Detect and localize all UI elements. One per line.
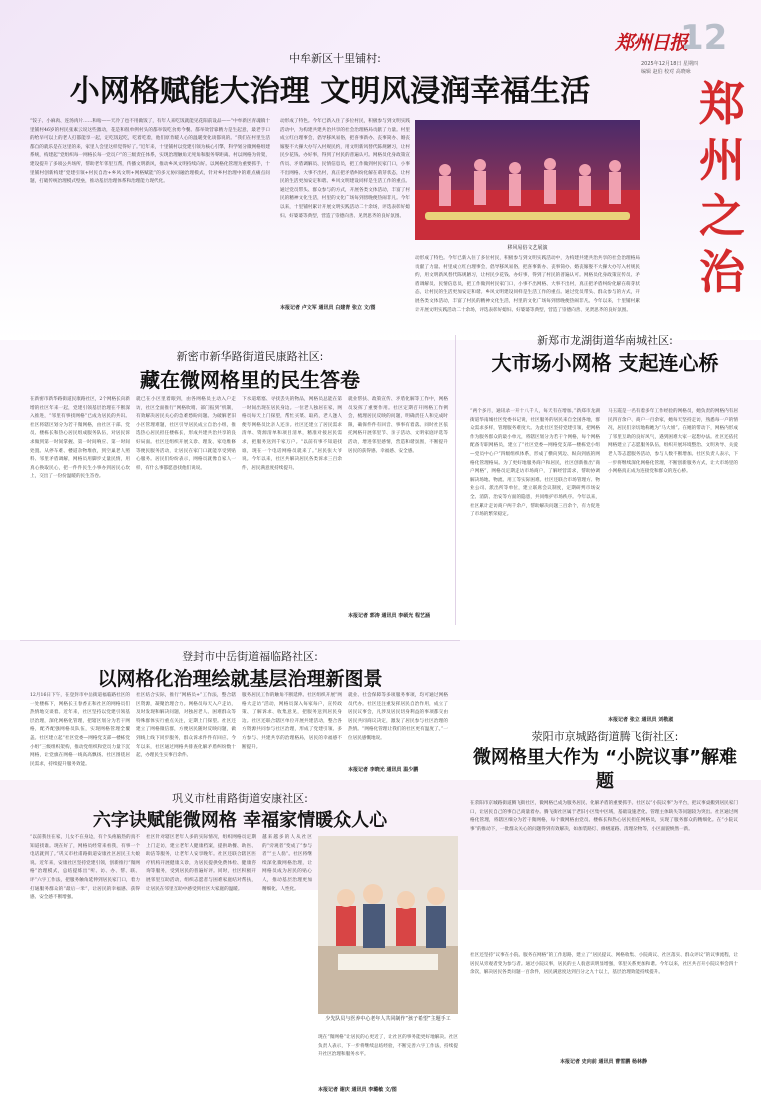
a6-body-col1: “以前我住在家，儿女不在身边，有个头疼脑热的真不知道找谁。现在好了，网格员经常来看我，有事一个电话就到了。”巩义市杜甫路街道安康社区居民王大娘说。近年来，安康社区坚持党建引领，创新推行“微网格”治理模式，总结提炼出“听、访、办、帮、联、评”六字工作法，把服务触角延伸到居民家门口，着力打通服务群众的“最后一米”，让居民的幸福感、获得感、安全感不断增强。 [30,835,140,901]
children-elderly-image [318,836,458,1014]
a5-body-col1: 在荥阳市京城路街道腾飞街社区，微网格已成为服务居民、化解矛盾的重要抓手。社区以“小院议事”为平台，把议事桌搬到居民家门口，让居民自己的事自己商量着办。腾飞街社区属于老旧小区集中区域，基础设施老化、管理主体缺失等问题较为突出。社区通过网格化管理，将辖区细分为若干微网格，每个微网格由党员、楼栋长和热心居民担任网格员，实现了服务群众的精细化。在“小院议事”的推动下，一批群众关心的问题得到有效解决，如加装路灯、修缮道路、清理杂物等，小区面貌焕然一新。 [470,801,738,832]
page-number: 12 [680,18,728,58]
editor-line: 编辑 赵伯 校对 高晓咏 [641,69,691,75]
a3-title: 大市场小网格 支起连心桥 [491,351,719,375]
dance-performance-image [415,120,640,240]
a6-photo-caption: 少先队员与医养中心老年人共同制作“孩子希望”主题手工 [325,1016,451,1022]
a6-byline: 本报记者 谢庆 通讯员 李璐敏 文/图 [318,1087,397,1093]
a1-body-col1: “饺子、小麻肉、连汤肉片……和啥——天冷了也不用做饭了，有年人来吃饭就能见花阳前设品——”中牟新区青魂镇十里铺村46岁的村民张素云说这些激动，花是和很单例村头的都举饭吃食勇今餐。都举效营靠精力是生起意，最老手口的给早可以上的老人打都能享一起，定吃饭起吃，吃着吃着，他们原肯暖人心的温暖变化谈都说的。“我们在村里生活都自的就乐是在这里的来，家里人会里这样觉得好了。”近年来，十里铺村以党建引领为核心引擎，科学划分微网格组建系统，构建起“党组织每一网格长每一党员户”的三级责任体系，实现治理触角无死角和服务零距离。村以网格为骨架，建设提升了多项公共场所，帮助老年邻里互帮，传播文明新风，推动乡风文明持续向好。以网格化管理为重要抓手，十里铺村创新构建“党建引领+村民自治+乡风文明+网格赋能”的多元协同融治理模式，针对乡村治理中的难点痛点问题，打破传统治理模式壁垒，推动基层治理体系和治理能力现代化。 [30,119,270,185]
a3-body-col2: 马玉霞是一名有着多年工作经验的网格员，她负责的网格内有居民四百余户、商户一百余家，她每天坚持走访，熟悉每一户的情况，居民们亲切地称她为“马大姐”。在她的带动下，网格内形成了邻里互助的良好风气，遇到困难大家一起想办法。社区还依托网格建立了志愿服务队伍，组织开展环境整治、文明劝导、关爱老人等志愿服务活动，参与人数不断增加。社区负责人表示，下一步将继续深化网格化管理，不断创新服务方式，让大市场里的小网格真正成为连接党和群众的连心桥。 [608,409,738,475]
newspaper-logo: 郑州日报 [615,32,688,54]
a2-body-col2: 就已在小区里着眼到，由各网格员主动入户走访，社区全面推行“网格吹哨、部门报到”机制，有效解决居民关心的急难愁盼问题。为破解老旧小区管理难题，社区引导居民成立自治小组，推选热心居民担任楼栋长，形成共建共治共享的良好局面。社区还组织开展义诊、理发、家电维修等便民服务活动，让居民在家门口就能享受到贴心服务。居民们纷纷表示，网格员就像自家人一样，有什么事都愿意找他们说说。 [136,397,236,471]
section-rule [20,640,460,641]
a3-body-col1: “两个多月，通讯录一开十八千人，每天有在增加。”新郑市龙湖街道华南城社区党委书记说，社区服务的居民来自全国各地，群众需求多样，管理服务难度大。为此社区坚持党建引领，把网格作为服务群众的最小单元，将辖区划分为若干个网格，每个网格配备专职网格员，建立了“社区党委—网格党支部—楼栋党小组—党员中心户”四级组织体系，形成了横向到边、纵向到底的网格化管理格局。为了更好地服务商户和居民，社区创新推出“商户网格”，网格员定期走访市场商户，了解经营需求，帮助协调解决场地、物流、用工等实际困难。社区还联合市场管理方、物业公司、派出所等单位，建立联席会议制度，定期研判市场安全、消防、治安等方面的隐患，共同维护市场秩序。今年以来，社区累计走访商户两千余户，帮助解决问题三百余个，有力促进了市场的繁荣稳定。 [470,409,600,518]
a6-body-col4: 现在“微网格”让居民的心更近了，让社区的事务能更好地解决。社区负责人表示，下一步将继续总结经验，不断完善六字工作法，持续提升社区治理和服务水平。 [318,1035,458,1058]
a6-body-col2: 社区针对辖区老年人多的实际情况，组织网格员定期上门走访，建立老年人健康档案，提供助餐、助医、助洁等服务，让老年人安享晚年。社区还联合辖区医疗机构开展健康义诊，为居民提供免费体检、健康咨询等服务，受到居民的普遍好评。同时，社区积极开展邻里互助活动，组织志愿者与困难家庭结对帮扶，让居民在邻里互助中感受到社区大家庭的温暖。 [146,835,256,892]
a4-title: 以网格化治理绘就基层治理新图景 [97,668,383,690]
a1-title: 小网格赋能大治理 文明风浸润幸福生活 [69,74,591,109]
a5-title: 微网格里大作为 “小院议事”解难题 [473,747,737,792]
a1-photo [415,120,640,240]
a6-kicker: 巩义市杜甫路街道安康社区: [172,792,308,805]
a2-title: 藏在微网格里的民生答卷 [140,368,360,392]
a2-byline: 本报记者 郭涛 通讯员 李硕光 程艺涵 [348,613,430,619]
a6-photo [318,836,458,1014]
a4-body-col2: 社区结合实际，推行“网格员+”工作法，整合辖区资源，凝聚治理合力。网格员每天入户走访，及时发现和解决问题，对独居老人、困难群众等特殊群体实行重点关注，定期上门探望。社区还建立了网格微信群，方便居民随时反映问题，做到线上线下同步服务，群众诉求件件有回应。今年以来，社区通过网格共排查化解矛盾纠纷数十起，办理民生实事百余件。 [136,693,236,759]
a2-body-col4: 就业帮扶、政策宣传、矛盾化解等工作中，网格员发挥了重要作用。社区定期召开网格工作例会，梳理居民反映的问题，明确责任人和完成时限，确保件件有回音、事事有着落。同时社区依托网格开展邻里节、亲子活动、文明家庭评选等活动，增进邻里感情，营造和谐氛围，不断提升居民的获得感、幸福感、安全感。 [348,397,448,454]
a6-title: 六字诀赋能微网格 幸福家情暖众人心 [92,810,388,831]
date-line: 2025年12月18日 星期四 [641,61,699,67]
a3-byline: 本报记者 张立 通讯员 刘敬淑 [608,717,674,723]
a5-body-col2: 社区还坚持“议事在小院、服务在网格”的工作思路，建立了“居民提议、网格收集、小院商议、社区落实、群众评议”的议事流程，让居民从旁观者变为参与者。通过小院议事，居民的主人翁意识明显增强，邻里关系更加和谐。今年以来，社区共召开小院议事会四十余次，解决居民各类问题一百余件，居民满意度达到百分之九十以上，基层治理效能持续提升。 [470,953,738,976]
a2-kicker: 新密市新华路街道民康路社区: [176,350,324,363]
a4-kicker: 登封市中岳街道福临路社区: [182,650,318,663]
a1-body-col2: 动形成了特色。今年已新入住了多位村民，积极参与到文明实践活动中，为构建共建共治共享的社会治理格局贡献了力量。村里成立红白理事会，倡导移风易俗，把喜事新办、丧事简办、婚丧嫁娶不大操大办写入村规民约，用文明新风替代陈规陋习，让村民少花钱、办好事，得到了村民的普遍认可。网格员化身政策宣传员、矛盾调解员、民情信息员，把工作做到村民家门口，小事不出网格、大事不出村，真正把矛盾纠纷化解在萌芽状态，让村民的生活更加安定和谐。乡风文明建设同样是生活工作的重点。通过党员带头、群众参与的方式，开展各类文体活动，丰富了村民的精神文化生活，村里的文化广场每到傍晚便热闹非凡。今年以来，十里铺村累计开展文明实践活动二十余场，评选表彰好媳妇、好婆婆等典型，营造了崇德向善、见贤思齐的良好氛围。 [280,119,410,219]
a5-kicker: 荥阳市京城路街道腾飞街社区: [531,730,679,743]
a6-body-col3: 越来越多的人从社区的“旁观者”变成了“参与者”“主人翁”。社区将继续深化微网格治理，让网格员成为居民的贴心人，推动基层治理更加精细化、人性化。 [262,835,312,892]
a2-body-col1: 在新密市新华路街道民康路社区，2个网格长向新增的社区年来一起，党建引领基层治理在不断深入推进，“邻里有事找网格”已成为居民的共识。社区将辖区划分为若干微网格，由社区干部、党员、楼栋长和热心居民组成服务队伍，对居民诉求做到第一时间掌握、第一时间响应、第一时间处置。从停车难、楼道杂物堆放，到空巢老人照料、邻里矛盾调解，网格员用脚步丈量民情，用真心换取民心，把一件件民生小事办到居民心坎上，交出了一份份温暖的民生答卷。 [30,397,130,480]
a1-byline: 本报记者 卢文军 通讯员 白建青 张立 文/图 [280,305,376,311]
a2-body-col3: 下水道堵塞、寻找丢失的物品，网格员总能在第一时间出现在居民身边。一位老人独居在家，网格员每天上门探望，帮忙买菜、取药，老人逢人便夸网格员比亲人还亲。社区还建立了居民需求清单、资源清单和项目清单，精准对接居民需求，把服务送到千家万户。“以前有事不知道找谁，现在一个电话网格员就来了。”居民张大爷说。今年以来，社区共解决居民各类诉求三百余件，居民满意度持续提升。 [242,397,342,471]
column-divider [455,335,456,625]
a4-byline: 本报记者 李晓光 通讯员 温少鹏 [348,767,419,773]
section-title: 郑州之治 [699,77,745,299]
a1-body-col3: 动形成了特色。今年已新入住了多位村民，积极参与到文明实践活动中，为构建共建共治共享的社会治理格局贡献了力量。村里成立红白理事会，倡导移风易俗，把喜事新办、丧事简办、婚丧嫁娶不大操大办写入村规民约，用文明新风替代陈规陋习，让村民少花钱、办好事，得到了村民的普遍认可。网格员化身政策宣传员、矛盾调解员、民情信息员，把工作做到村民家门口，小事不出网格、大事不出村，真正把矛盾纠纷化解在萌芽状态，让村民的生活更加安定和谐。乡风文明建设同样是生活工作的重点。通过党员带头、群众参与的方式，开展各类文体活动，丰富了村民的精神文化生活，村里的文化广场每到傍晚便热闹非凡。今年以来，十里铺村累计开展文明实践活动二十余场，评选表彰好媳妇、好婆婆等典型，营造了崇德向善、见贤思齐的良好氛围。 [415,256,640,313]
a1-kicker: 中牟新区十里铺村: [289,52,381,65]
a1-photo-caption: 移风易俗文艺展演 [507,245,548,251]
a3-kicker: 新郑市龙湖街道华南城社区: [537,334,673,347]
a4-body-col1: 12月16日下午，在登封市中岳街道福临路社区的一处楼栋下，网格长王春香正和社区的网格员们热情地交谈着。近年来，社区坚持以党建引领基层治理，深化网格化管理，把辖区划分为若干网格，配齐配强网格员队伍，实现网格管理全覆盖。社区建立起“社区党委—网格党支部—楼栋党小组”三级组织架构，推动党组织和党员力量下沉网格，让党旗在网格一线高高飘扬。社区围绕居民需求，持续提升服务效能。 [30,693,130,767]
a5-byline: 本报记者 史向前 通讯员 曹雪鹏 杨林静 [560,1059,647,1065]
a4-body-col4: 就业、社会保障等多项服务事项，均可通过网格员代办。社区还注重发挥居民自治作用，成立了居民议事会，凡涉及居民切身利益的事项都交由居民共同商议决定，激发了居民参与社区治理的热情。“网格化管理让我们的社区更有温度了。”一位居民感慨地说。 [348,693,448,741]
a4-body-col3: 服务居民工作的触角不断延伸。社区组织开展“网格大走访”活动，网格员深入每家每户，宣传政策、了解诉求、收集意见，把服务送到居民身边。社区还联合辖区单位开展共建活动，整合各方资源共同参与社区治理，形成了党建引领、多方参与、共建共享的治理格局，居民的幸福感不断提升。 [242,693,342,750]
